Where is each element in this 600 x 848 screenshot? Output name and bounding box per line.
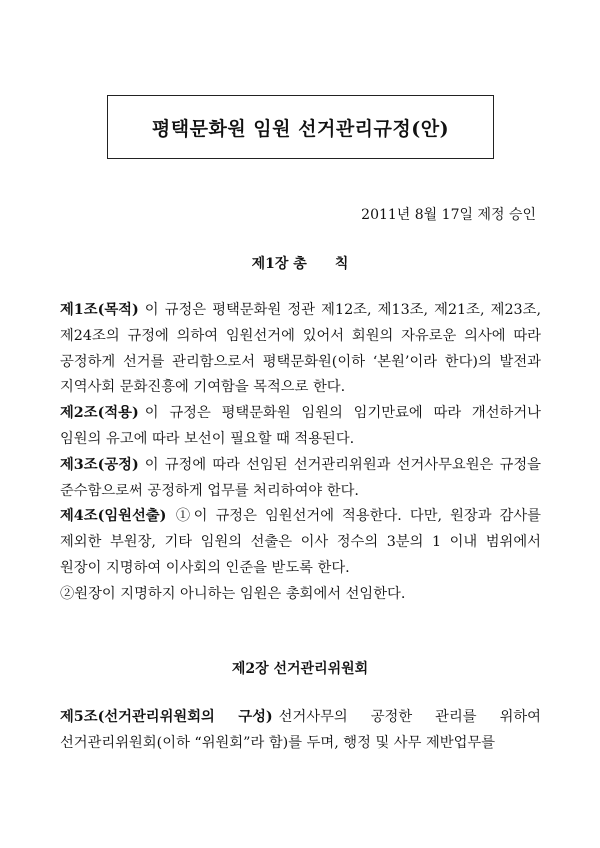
- article-3-heading: 제3조(공정): [60, 456, 139, 473]
- approval-date: 2011년 8월 17일 제정 승인: [361, 207, 536, 223]
- article-5: [60, 705, 541, 757]
- article-5-heading: 제5조(선거관리위원회의 구성): [60, 709, 273, 725]
- document-title: 평택문화원 임원 선거관리규정(안): [151, 117, 450, 140]
- article-1: [60, 298, 541, 401]
- article-3-text: 이 규정에 따라 선임된 선거관리위원과 선거사무요원은 규정을 준수함으로써 공정하게 업무를 처리하여야 한다.: [60, 456, 541, 499]
- article-2: [60, 401, 541, 453]
- title-box: [107, 95, 494, 159]
- article-1-text: 이 규정은 평택문화원 정관 제12조, 제13조, 제21조, 제23조, 제24조의 규정에 의하여 임원선거에 있어서 회원의 자유로운 의사에 따라 공정하게 선거를 관리함으로서 평택문화원(이하 ‘본원’이라 한다)의 발전과 지역사회 문화진흥에 기여함을 목적으로 한다.: [60, 302, 541, 396]
- article-4-text: ①이 규정은 임원선거에 적용한다. 다만, 원장과 감사를 제외한 부원장, 기타 임원의 선출은 이사 정수의 3분의 1 이내 범위에서 원장이 지명하여 이사회의 인준을 받도록 한다.: [60, 508, 541, 576]
- chapter-1-name-part2: 칙: [334, 256, 349, 272]
- article-3: [60, 453, 541, 505]
- article-4-paragraph-2: ②원장이 지명하지 아니하는 임원은 총회에서 선임한다.: [60, 585, 406, 602]
- chapter-1-name-part1: 총: [293, 256, 307, 272]
- chapter-1-body: [60, 298, 541, 608]
- article-4: [60, 504, 541, 581]
- article-2-heading: 제2조(적용): [60, 405, 139, 422]
- article-1-heading: 제1조(목적): [60, 302, 139, 318]
- chapter-2-body: [60, 705, 541, 757]
- chapter-1-heading: [0, 253, 600, 273]
- chapter-1-number: 제1장: [251, 256, 289, 272]
- article-2-text: 이 규정은 평택문화원 임원의 임기만료에 따라 개선하거나 임원의 유고에 따라 보선이 필요할 때 적용된다.: [60, 405, 541, 447]
- article-5-text: 선거사무의 공정한 관리를 위하여 선거관리위원회(이하 “위원회”라 함)를 두며, 행정 및 사무 제반업무를: [60, 709, 541, 751]
- article-4-heading: 제4조(임원선출): [60, 508, 167, 525]
- chapter-2-heading: 제2장 선거관리위원회: [231, 661, 369, 677]
